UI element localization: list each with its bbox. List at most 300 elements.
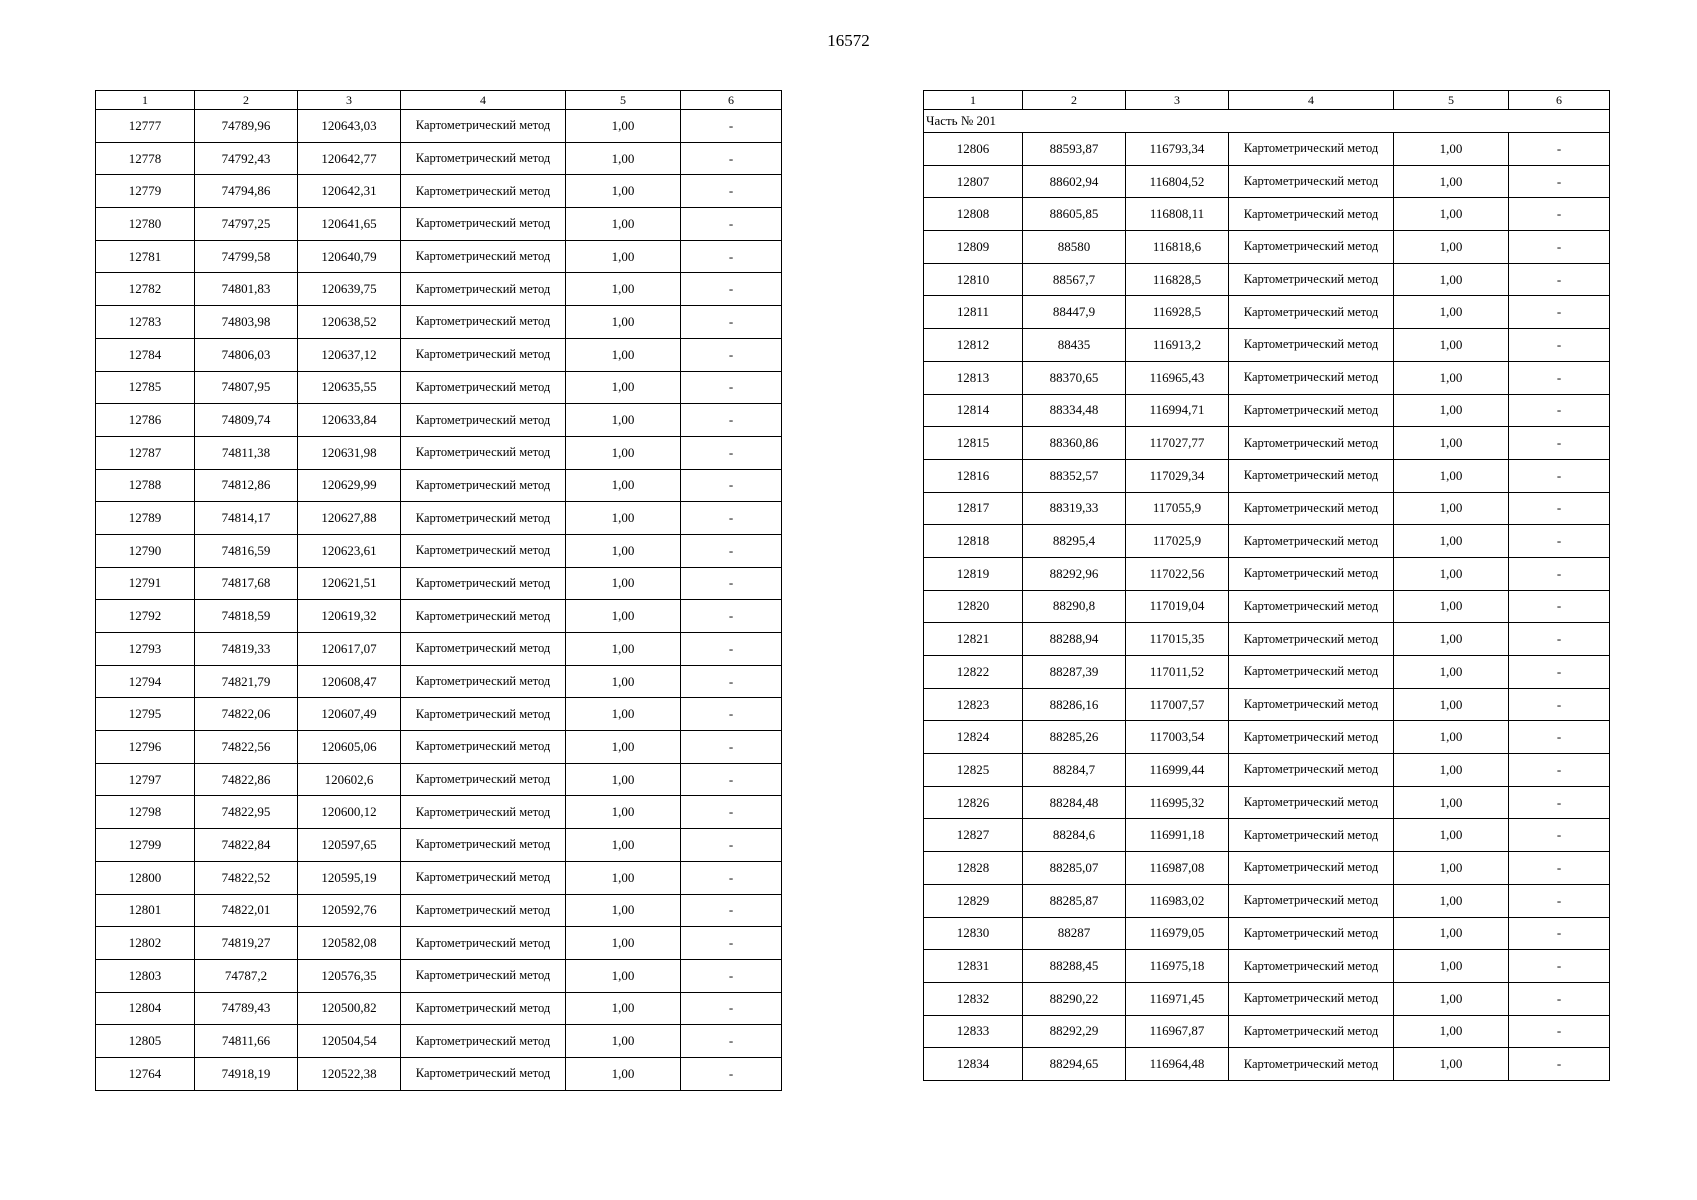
table-cell: Картометрический метод [1229, 656, 1394, 689]
table-cell: Картометрический метод [401, 927, 566, 960]
table-cell: Картометрический метод [1229, 231, 1394, 264]
table-cell: Картометрический метод [1229, 557, 1394, 590]
column-header: 3 [1126, 91, 1229, 110]
table-cell: 116808,11 [1126, 198, 1229, 231]
table-cell: 120631,98 [298, 436, 401, 469]
table-cell: - [681, 731, 782, 764]
table-cell: - [681, 927, 782, 960]
table-cell: 74797,25 [195, 208, 298, 241]
table-cell: 1,00 [1394, 852, 1509, 885]
table-cell: Картометрический метод [401, 208, 566, 241]
table-cell: - [1509, 950, 1610, 983]
table-cell: 12787 [96, 436, 195, 469]
table-cell: 12810 [924, 263, 1023, 296]
table-cell: - [1509, 133, 1610, 166]
table-row [96, 600, 782, 633]
table-cell: 12778 [96, 142, 195, 175]
table-cell: Картометрический метод [1229, 1048, 1394, 1081]
table-row [924, 459, 1610, 492]
table-cell: 1,00 [1394, 917, 1509, 950]
table-cell: Картометрический метод [401, 175, 566, 208]
table-cell: Картометрический метод [401, 1057, 566, 1090]
table-cell: 120640,79 [298, 240, 401, 273]
table-cell: - [681, 763, 782, 796]
table-cell: 12821 [924, 623, 1023, 656]
table-cell: 116928,5 [1126, 296, 1229, 329]
table-cell: - [1509, 721, 1610, 754]
column-header: 2 [195, 91, 298, 110]
table-cell: 120643,03 [298, 110, 401, 143]
table-cell: 12815 [924, 427, 1023, 460]
table-row [96, 665, 782, 698]
table-cell: 74818,59 [195, 600, 298, 633]
table-cell: 12813 [924, 361, 1023, 394]
table-cell: 1,00 [566, 731, 681, 764]
table-cell: 12786 [96, 404, 195, 437]
table-cell: 117011,52 [1126, 656, 1229, 689]
table-cell: 74792,43 [195, 142, 298, 175]
table-row [924, 329, 1610, 362]
table-cell: 1,00 [566, 306, 681, 339]
table-cell: 1,00 [1394, 263, 1509, 296]
table-cell: 120629,99 [298, 469, 401, 502]
table-cell: 120638,52 [298, 306, 401, 339]
table-cell: 116964,48 [1126, 1048, 1229, 1081]
table-cell: - [1509, 656, 1610, 689]
table-cell: - [681, 829, 782, 862]
table-cell: 12800 [96, 861, 195, 894]
table-cell: 1,00 [1394, 492, 1509, 525]
table-cell: 1,00 [1394, 590, 1509, 623]
table-cell: Картометрический метод [401, 861, 566, 894]
table-cell: 1,00 [566, 338, 681, 371]
table-cell: Картометрический метод [1229, 525, 1394, 558]
table-cell: 1,00 [566, 567, 681, 600]
table-row [924, 133, 1610, 166]
right-coordinates-table [923, 90, 1610, 1081]
table-cell: 74822,52 [195, 861, 298, 894]
table-cell: - [681, 273, 782, 306]
table-cell: 12824 [924, 721, 1023, 754]
table-cell: 88294,65 [1023, 1048, 1126, 1081]
table-cell: 12833 [924, 1015, 1023, 1048]
table-row [924, 884, 1610, 917]
table-cell: 1,00 [1394, 819, 1509, 852]
table-cell: 12791 [96, 567, 195, 600]
table-row [96, 796, 782, 829]
table-cell: - [681, 567, 782, 600]
table-cell: 1,00 [1394, 1048, 1509, 1081]
table-cell: 116987,08 [1126, 852, 1229, 885]
table-cell: Картометрический метод [1229, 329, 1394, 362]
table-cell: 116971,45 [1126, 982, 1229, 1015]
table-cell: 88567,7 [1023, 263, 1126, 296]
table-cell: - [1509, 361, 1610, 394]
table-cell: Картометрический метод [1229, 361, 1394, 394]
table-cell: - [1509, 884, 1610, 917]
table-cell: 116804,52 [1126, 165, 1229, 198]
table-cell: 116994,71 [1126, 394, 1229, 427]
table-row [924, 427, 1610, 460]
table-cell: - [1509, 1048, 1610, 1081]
table-row [96, 534, 782, 567]
table-cell: 116965,43 [1126, 361, 1229, 394]
table-cell: 12807 [924, 165, 1023, 198]
table-row [96, 567, 782, 600]
table-cell: 1,00 [566, 796, 681, 829]
table-cell: Картометрический метод [401, 796, 566, 829]
table-cell: 74803,98 [195, 306, 298, 339]
table-cell: Картометрический метод [1229, 165, 1394, 198]
table-cell: 1,00 [1394, 982, 1509, 1015]
table-cell: 1,00 [566, 1025, 681, 1058]
table-cell: Картометрический метод [1229, 459, 1394, 492]
column-header: 2 [1023, 91, 1126, 110]
table-cell: 1,00 [566, 698, 681, 731]
table-cell: 1,00 [1394, 950, 1509, 983]
table-cell: 74822,86 [195, 763, 298, 796]
table-cell: 1,00 [566, 763, 681, 796]
table-cell: 74814,17 [195, 502, 298, 535]
table-cell: Картометрический метод [1229, 852, 1394, 885]
table-cell: 120500,82 [298, 992, 401, 1025]
table-row [96, 338, 782, 371]
table-cell: 1,00 [566, 208, 681, 241]
table-cell: - [681, 502, 782, 535]
table-cell: 12802 [96, 927, 195, 960]
table-cell: 88292,29 [1023, 1015, 1126, 1048]
table-cell: 120607,49 [298, 698, 401, 731]
table-cell: 12834 [924, 1048, 1023, 1081]
table-cell: 117022,56 [1126, 557, 1229, 590]
table-cell: Картометрический метод [401, 731, 566, 764]
table-row [924, 917, 1610, 950]
table-cell: 12793 [96, 633, 195, 666]
table-cell: - [681, 633, 782, 666]
table-cell: Картометрический метод [1229, 819, 1394, 852]
table-cell: - [681, 1057, 782, 1090]
table-cell: 74811,38 [195, 436, 298, 469]
table-cell: 12827 [924, 819, 1023, 852]
table-cell: Картометрический метод [1229, 427, 1394, 460]
table-cell: Картометрический метод [1229, 263, 1394, 296]
table-cell: 1,00 [566, 600, 681, 633]
table-cell: 120605,06 [298, 731, 401, 764]
table-cell: Картометрический метод [401, 371, 566, 404]
table-cell: 1,00 [1394, 361, 1509, 394]
table-cell: - [681, 142, 782, 175]
table-cell: - [681, 600, 782, 633]
table-cell: 74817,68 [195, 567, 298, 600]
table-cell: 12790 [96, 534, 195, 567]
table-cell: Картометрический метод [1229, 590, 1394, 623]
table-cell: 12797 [96, 763, 195, 796]
table-cell: 12783 [96, 306, 195, 339]
table-cell: 12826 [924, 786, 1023, 819]
table-cell: 116983,02 [1126, 884, 1229, 917]
table-row [96, 698, 782, 731]
table-cell: 74806,03 [195, 338, 298, 371]
table-cell: Картометрический метод [401, 567, 566, 600]
table-cell: - [681, 894, 782, 927]
table-cell: Картометрический метод [401, 110, 566, 143]
table-cell: Картометрический метод [1229, 786, 1394, 819]
table-cell: - [681, 698, 782, 731]
table-header-row [96, 91, 782, 110]
table-cell: Картометрический метод [401, 502, 566, 535]
table-row [924, 1015, 1610, 1048]
table-cell: 1,00 [566, 665, 681, 698]
part-label-row [924, 110, 1610, 133]
table-cell: 117007,57 [1126, 688, 1229, 721]
table-cell: 117003,54 [1126, 721, 1229, 754]
table-cell: 74819,33 [195, 633, 298, 666]
table-cell: - [1509, 394, 1610, 427]
table-cell: 120623,61 [298, 534, 401, 567]
table-header-row [924, 91, 1610, 110]
table-cell: 12803 [96, 959, 195, 992]
table-cell: 116975,18 [1126, 950, 1229, 983]
table-cell: 88285,26 [1023, 721, 1126, 754]
table-cell: 1,00 [1394, 884, 1509, 917]
table-cell: 120522,38 [298, 1057, 401, 1090]
table-cell: Картометрический метод [1229, 950, 1394, 983]
table-cell: 12799 [96, 829, 195, 862]
table-cell: 120639,75 [298, 273, 401, 306]
table-row [924, 950, 1610, 983]
table-cell: 74789,96 [195, 110, 298, 143]
table-cell: 1,00 [566, 175, 681, 208]
table-cell: - [1509, 459, 1610, 492]
table-row [924, 721, 1610, 754]
table-cell: - [1509, 786, 1610, 819]
table-cell: 74918,19 [195, 1057, 298, 1090]
table-cell: 120637,12 [298, 338, 401, 371]
table-cell: 12784 [96, 338, 195, 371]
table-cell: 1,00 [566, 829, 681, 862]
table-cell: 88292,96 [1023, 557, 1126, 590]
table-row [924, 688, 1610, 721]
table-cell: 12811 [924, 296, 1023, 329]
table-row [924, 525, 1610, 558]
table-row [96, 894, 782, 927]
table-cell: 12794 [96, 665, 195, 698]
column-header: 1 [924, 91, 1023, 110]
table-cell: 88285,07 [1023, 852, 1126, 885]
table-cell: Картометрический метод [401, 436, 566, 469]
table-cell: 74809,74 [195, 404, 298, 437]
table-cell: - [1509, 982, 1610, 1015]
table-cell: 120597,65 [298, 829, 401, 862]
table-cell: 74787,2 [195, 959, 298, 992]
table-cell: Картометрический метод [401, 992, 566, 1025]
table-cell: 12789 [96, 502, 195, 535]
table-cell: - [1509, 296, 1610, 329]
table-cell: 1,00 [1394, 329, 1509, 362]
table-cell: - [681, 306, 782, 339]
table-cell: 74801,83 [195, 273, 298, 306]
table-row [96, 306, 782, 339]
table-cell: 88295,4 [1023, 525, 1126, 558]
table-cell: Картометрический метод [401, 404, 566, 437]
column-header: 5 [566, 91, 681, 110]
table-cell: 88352,57 [1023, 459, 1126, 492]
table-cell: - [681, 208, 782, 241]
table-cell: 1,00 [1394, 557, 1509, 590]
table-row [924, 590, 1610, 623]
table-cell: 116967,87 [1126, 1015, 1229, 1048]
table-cell: Картометрический метод [401, 600, 566, 633]
column-header: 6 [1509, 91, 1610, 110]
table-cell: 12829 [924, 884, 1023, 917]
table-cell: 1,00 [566, 959, 681, 992]
table-cell: Картометрический метод [401, 633, 566, 666]
table-cell: 74789,43 [195, 992, 298, 1025]
table-cell: 1,00 [1394, 754, 1509, 787]
table-cell: 120602,6 [298, 763, 401, 796]
table-cell: 1,00 [1394, 786, 1509, 819]
table-cell: 12779 [96, 175, 195, 208]
table-cell: Картометрический метод [1229, 133, 1394, 166]
table-cell: 1,00 [566, 436, 681, 469]
table-cell: - [681, 240, 782, 273]
table-cell: 74812,86 [195, 469, 298, 502]
table-cell: Картометрический метод [1229, 296, 1394, 329]
table-cell: 12796 [96, 731, 195, 764]
table-cell: - [681, 1025, 782, 1058]
table-cell: - [1509, 329, 1610, 362]
table-cell: - [1509, 917, 1610, 950]
table-cell: 117015,35 [1126, 623, 1229, 656]
table-row [924, 165, 1610, 198]
table-cell: 117027,77 [1126, 427, 1229, 460]
table-row [96, 829, 782, 862]
table-cell: 88290,8 [1023, 590, 1126, 623]
table-row [96, 927, 782, 960]
table-cell: 1,00 [1394, 688, 1509, 721]
table-cell: 12816 [924, 459, 1023, 492]
table-cell: 88360,86 [1023, 427, 1126, 460]
table-row [96, 208, 782, 241]
table-cell: - [1509, 165, 1610, 198]
table-cell: 120642,77 [298, 142, 401, 175]
table-cell: 120627,88 [298, 502, 401, 535]
table-cell: 88593,87 [1023, 133, 1126, 166]
table-cell: 1,00 [566, 633, 681, 666]
table-cell: - [681, 469, 782, 502]
table-cell: - [681, 371, 782, 404]
table-cell: 1,00 [1394, 459, 1509, 492]
table-cell: 1,00 [566, 992, 681, 1025]
table-row [924, 1048, 1610, 1081]
table-row [924, 361, 1610, 394]
table-cell: Картометрический метод [1229, 394, 1394, 427]
table-cell: 12809 [924, 231, 1023, 264]
table-cell: Картометрический метод [401, 1025, 566, 1058]
table-cell: 120617,07 [298, 633, 401, 666]
table-row [924, 656, 1610, 689]
table-cell: 1,00 [566, 240, 681, 273]
table-cell: 88284,7 [1023, 754, 1126, 787]
table-cell: 12819 [924, 557, 1023, 590]
table-row [924, 492, 1610, 525]
table-cell: 1,00 [566, 534, 681, 567]
table-cell: - [1509, 198, 1610, 231]
table-row [96, 175, 782, 208]
table-cell: - [681, 534, 782, 567]
table-cell: 117019,04 [1126, 590, 1229, 623]
table-cell: 1,00 [1394, 165, 1509, 198]
table-cell: 74819,27 [195, 927, 298, 960]
table-cell: Картометрический метод [1229, 884, 1394, 917]
table-cell: 74822,95 [195, 796, 298, 829]
table-cell: 120635,55 [298, 371, 401, 404]
table-cell: - [681, 436, 782, 469]
table-row [924, 982, 1610, 1015]
table-cell: 1,00 [566, 1057, 681, 1090]
table-cell: 74811,66 [195, 1025, 298, 1058]
table-cell: 116818,6 [1126, 231, 1229, 264]
table-cell: - [1509, 590, 1610, 623]
table-cell: - [1509, 231, 1610, 264]
table-cell: Картометрический метод [1229, 492, 1394, 525]
table-row [924, 852, 1610, 885]
table-row [924, 394, 1610, 427]
column-header: 4 [1229, 91, 1394, 110]
table-cell: 1,00 [566, 110, 681, 143]
table-row [924, 754, 1610, 787]
table-cell: 1,00 [1394, 133, 1509, 166]
table-cell: 12831 [924, 950, 1023, 983]
table-cell: 74822,01 [195, 894, 298, 927]
table-cell: 12781 [96, 240, 195, 273]
table-cell: 116995,32 [1126, 786, 1229, 819]
table-cell: - [1509, 852, 1610, 885]
table-cell: 1,00 [1394, 721, 1509, 754]
table-cell: 88287 [1023, 917, 1126, 950]
column-header: 4 [401, 91, 566, 110]
table-cell: 120576,35 [298, 959, 401, 992]
table-cell: 74822,56 [195, 731, 298, 764]
table-cell: Картометрический метод [401, 469, 566, 502]
table-row [96, 436, 782, 469]
table-row [96, 731, 782, 764]
table-cell: 88605,85 [1023, 198, 1126, 231]
table-cell: 117055,9 [1126, 492, 1229, 525]
table-cell: - [1509, 1015, 1610, 1048]
table-row [96, 240, 782, 273]
table-cell: 117029,34 [1126, 459, 1229, 492]
table-row [96, 469, 782, 502]
table-row [924, 557, 1610, 590]
table-cell: 88602,94 [1023, 165, 1126, 198]
table-row [924, 198, 1610, 231]
table-cell: Картометрический метод [401, 665, 566, 698]
table-cell: 88290,22 [1023, 982, 1126, 1015]
table-cell: Картометрический метод [401, 306, 566, 339]
table-cell: 120504,54 [298, 1025, 401, 1058]
table-cell: - [681, 959, 782, 992]
table-row [924, 819, 1610, 852]
table-cell: 116913,2 [1126, 329, 1229, 362]
table-cell: 120592,76 [298, 894, 401, 927]
table-cell: Картометрический метод [401, 534, 566, 567]
table-cell: 116999,44 [1126, 754, 1229, 787]
table-cell: 88334,48 [1023, 394, 1126, 427]
table-cell: 1,00 [566, 273, 681, 306]
table-row [96, 633, 782, 666]
table-cell: 1,00 [1394, 296, 1509, 329]
